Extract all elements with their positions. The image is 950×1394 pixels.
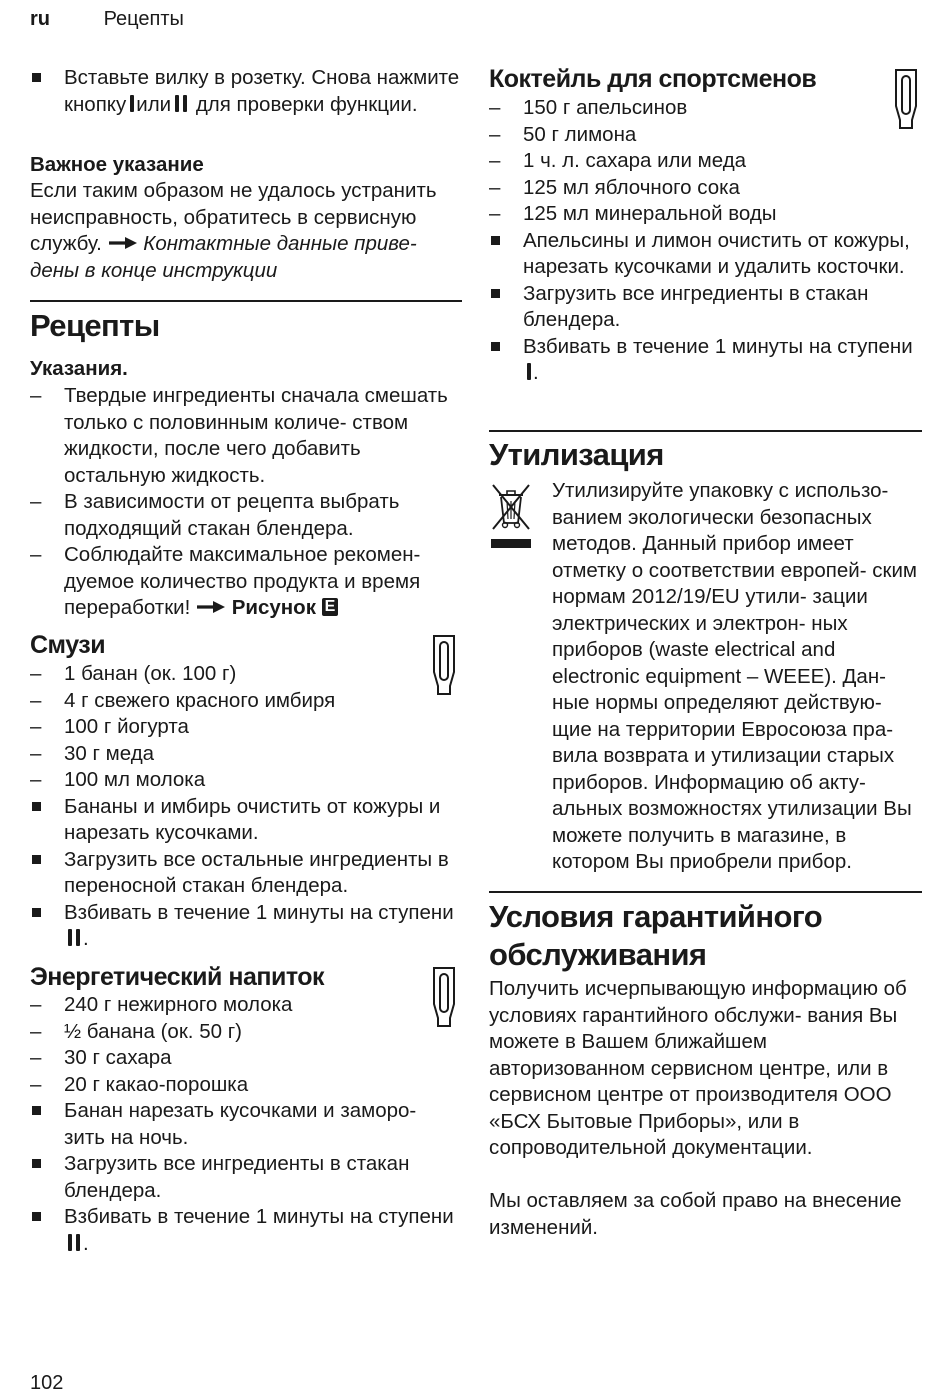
section-divider xyxy=(489,891,922,893)
list-item: – 150 г апельсинов xyxy=(489,95,922,122)
list-item: Загрузить все ингредиенты в стакан блендера. xyxy=(489,281,922,334)
hint-text: Соблюдайте максимальное рекомен- дуемое количество продукта и время переработки! xyxy=(64,543,421,619)
speed-2-icon xyxy=(68,1234,81,1251)
list-item: Загрузить все остальные ингредиенты в переносной стакан блендера. xyxy=(30,847,462,900)
intro-text-2: или xyxy=(136,92,172,116)
list-item: Банан нарезать кусочками и заморо- зить на ночь. xyxy=(30,1098,462,1151)
recipes-title: Рецепты xyxy=(30,308,160,343)
list-item: – В зависимости от рецепта выбрать подходящий стакан блендера. xyxy=(30,489,462,542)
note-link: Контактные данные приве- дены в конце инструкции xyxy=(30,232,417,282)
intro-text-1: Вставьте вилку в розетку. Снова нажмите кнопку xyxy=(64,66,460,116)
list-item: – 50 г лимона xyxy=(489,122,922,149)
section-divider xyxy=(30,300,462,302)
list-item: – 1 банан (ок. 100 г) xyxy=(30,661,462,688)
page-number: 102 xyxy=(30,1372,64,1394)
list-item: – 240 г нежирного молока xyxy=(30,992,462,1019)
speed-2-icon xyxy=(175,95,188,112)
energy-ingredients xyxy=(30,992,462,1257)
sport-ingredients xyxy=(489,95,922,387)
step-text: Взбивать в течение 1 минуты на ступени xyxy=(64,1205,454,1228)
step-text: Взбивать в течение 1 минуты на ступени xyxy=(523,334,913,358)
disposal-text: Утилизируйте упаковку с использо- ванием экологически безопасных методов. Данный прибор имеет отметку о соответствии европей- ским нормам 2012/19/EU утили- зации электрических и электрон- ных приборов (waste electrical and electronic equipment – WEEE). Дан- ные нормы определяют действую- щие на территории Евросоюза пра- вила возврата и утилизации старых приборов. Информацию об акту- альных возможностях утилизации Вы можете получить в магазине, в котором Вы приобрели прибор. xyxy=(552,479,918,873)
section-divider xyxy=(489,430,922,432)
note-title: Важное указание xyxy=(30,153,204,176)
list-item: – 30 г меда xyxy=(30,741,462,768)
page-header xyxy=(30,6,184,32)
speed-2-icon xyxy=(68,929,81,946)
figure-letter: E xyxy=(322,598,339,616)
arrow-right-icon xyxy=(108,236,138,250)
list-item: – 100 г йогурта xyxy=(30,714,462,741)
note-text: Если таким образом не удалось устранить неисправность, обратитесь в сервисную службу. xyxy=(30,179,437,255)
energy-title: Энергетический напиток xyxy=(30,963,325,991)
list-item: Апельсины и лимон очистить от кожуры, нарезать кусочками и удалить косточки. xyxy=(489,228,922,281)
hints-list xyxy=(30,383,462,622)
list-item: Взбивать в течение 1 минуты на ступени. xyxy=(489,334,922,387)
list-item: – 100 мл молока xyxy=(30,767,462,794)
list-item xyxy=(30,542,462,622)
list-item: – 125 мл минеральной воды xyxy=(489,201,922,228)
intro-text-3: для проверки функции. xyxy=(195,92,418,116)
list-item: Загрузить все ингредиенты в стакан блендера. xyxy=(30,1151,462,1204)
sport-title: Коктейль для спортсменов xyxy=(489,65,817,93)
section-name: Рецепты xyxy=(103,8,184,30)
speed-1-icon xyxy=(130,95,134,112)
list-item xyxy=(30,65,462,118)
list-item: – Твердые ингредиенты сначала смешать только с половинным количе- ством жидкости, после чего добавить остальную жидкость. xyxy=(30,383,462,489)
hints-title: Указания. xyxy=(30,357,128,380)
smoothie-title: Смузи xyxy=(30,631,106,659)
speed-1-icon xyxy=(527,363,531,380)
arrow-right-icon xyxy=(196,600,226,614)
disposal-title: Утилизация xyxy=(489,437,664,472)
language-code: ru xyxy=(30,8,50,30)
list-item: – 20 г какао-порошка xyxy=(30,1072,462,1099)
warranty-title: Условия гарантийного обслуживания xyxy=(489,899,823,972)
warranty-text: Получить исчерпывающую информацию об условиях гарантийного обслужи- вания Вы можете в Вашем ближайшем авторизованном сервисном центре, или в сервисном центре от производителя ООО «БСХ Бытовые Приборы», или в сопроводительной документации. xyxy=(489,977,907,1159)
warranty-note: Мы оставляем за собой право на внесение изменений. xyxy=(489,1189,902,1239)
intro-list xyxy=(30,65,462,118)
list-item: – ½ банана (ок. 50 г) xyxy=(30,1019,462,1046)
list-item: – 4 г свежего красного имбиря xyxy=(30,688,462,715)
list-item: Взбивать в течение 1 минуты на ступени. xyxy=(30,1204,462,1257)
note-body xyxy=(30,178,462,284)
list-item: Взбивать в течение 1 минуты на ступени. xyxy=(30,900,462,953)
smoothie-ingredients xyxy=(30,661,462,953)
list-item: – 125 мл яблочного сока xyxy=(489,175,922,202)
crossed-out-bin-icon xyxy=(489,483,533,551)
list-item: – 30 г сахара xyxy=(30,1045,462,1072)
list-item: – 1 ч. л. сахара или меда xyxy=(489,148,922,175)
list-item: Бананы и имбирь очистить от кожуры и нарезать кусочками. xyxy=(30,794,462,847)
figure-label: Рисунок xyxy=(231,596,316,619)
step-text: Взбивать в течение 1 минуты на ступени xyxy=(64,900,454,924)
